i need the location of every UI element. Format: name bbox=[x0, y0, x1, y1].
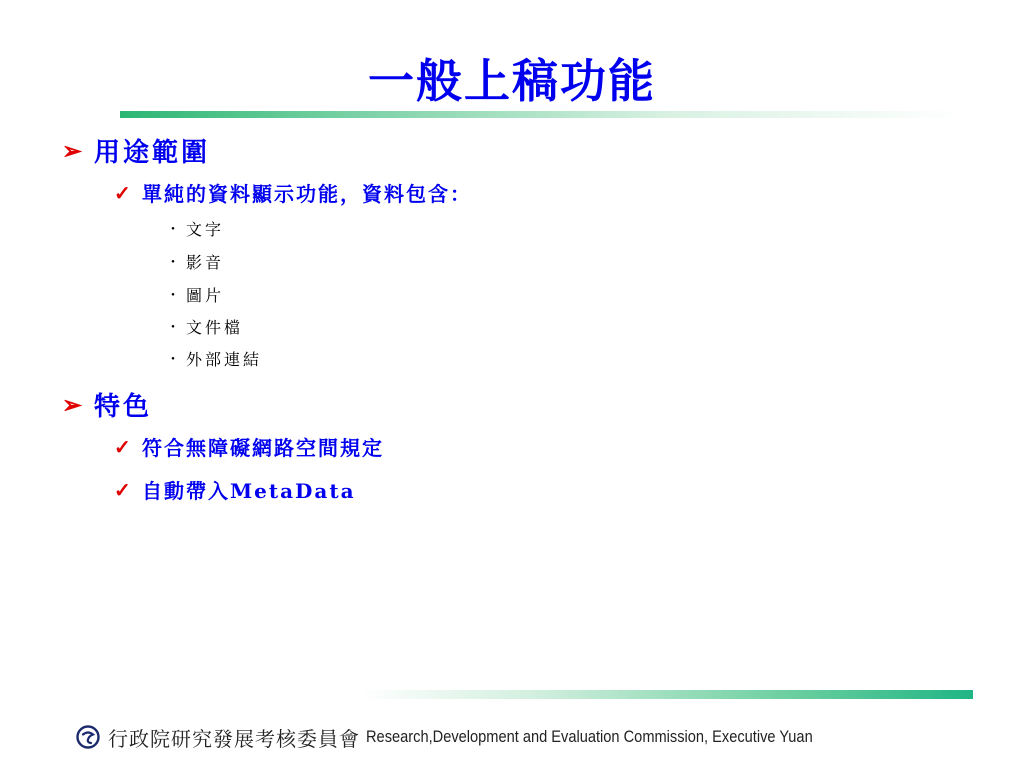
section-heading-label: 用途範圍 bbox=[94, 138, 211, 168]
section-heading-label: 特色 bbox=[94, 392, 153, 422]
title-underline bbox=[120, 111, 965, 118]
dot-bullet-icon: ・ bbox=[166, 319, 180, 336]
dot-bullet-icon: ・ bbox=[166, 287, 180, 304]
section-heading-scope bbox=[62, 132, 210, 169]
subpoint-label: 影音 bbox=[186, 253, 225, 272]
subpoint-external-link bbox=[166, 347, 262, 370]
organization-name-chinese: 行政院研究發展考核委員會 bbox=[108, 726, 360, 751]
subpoint-label: 圖片 bbox=[186, 286, 225, 305]
subpoint-label: 文字 bbox=[186, 220, 225, 239]
check-bullet-icon: ✓ bbox=[114, 434, 131, 459]
point-display-function bbox=[114, 178, 472, 207]
slide-title: 一般上稿功能 bbox=[368, 54, 656, 108]
subpoint-text bbox=[166, 217, 224, 240]
point-label: 符合無障礙網路空間規定 bbox=[142, 436, 384, 460]
footer bbox=[76, 720, 885, 754]
check-bullet-icon: ✓ bbox=[114, 477, 131, 502]
subpoint-document bbox=[166, 315, 243, 338]
point-label: 單純的資料顯示功能，資料包含： bbox=[142, 182, 472, 206]
check-bullet-icon: ✓ bbox=[114, 180, 131, 205]
dot-bullet-icon: ・ bbox=[166, 351, 180, 368]
subpoint-media bbox=[166, 250, 224, 273]
dot-bullet-icon: ・ bbox=[166, 221, 180, 238]
subpoint-label: 外部連結 bbox=[186, 350, 263, 369]
arrow-bullet-icon: ➢ bbox=[62, 136, 83, 165]
dot-bullet-icon: ・ bbox=[166, 254, 180, 271]
subpoint-image bbox=[166, 283, 224, 306]
subpoint-label: 文件檔 bbox=[186, 318, 244, 337]
organization-name-english: Research,Development and Evaluation Commission, Executive Yuan bbox=[366, 727, 813, 746]
arrow-bullet-icon: ➢ bbox=[62, 390, 83, 419]
point-label: 自動帶入MetaData bbox=[142, 479, 356, 503]
footer-underline bbox=[360, 690, 973, 699]
commission-logo-icon bbox=[76, 725, 100, 749]
point-metadata bbox=[114, 475, 356, 504]
section-heading-features bbox=[62, 386, 152, 423]
point-accessibility bbox=[114, 432, 384, 461]
